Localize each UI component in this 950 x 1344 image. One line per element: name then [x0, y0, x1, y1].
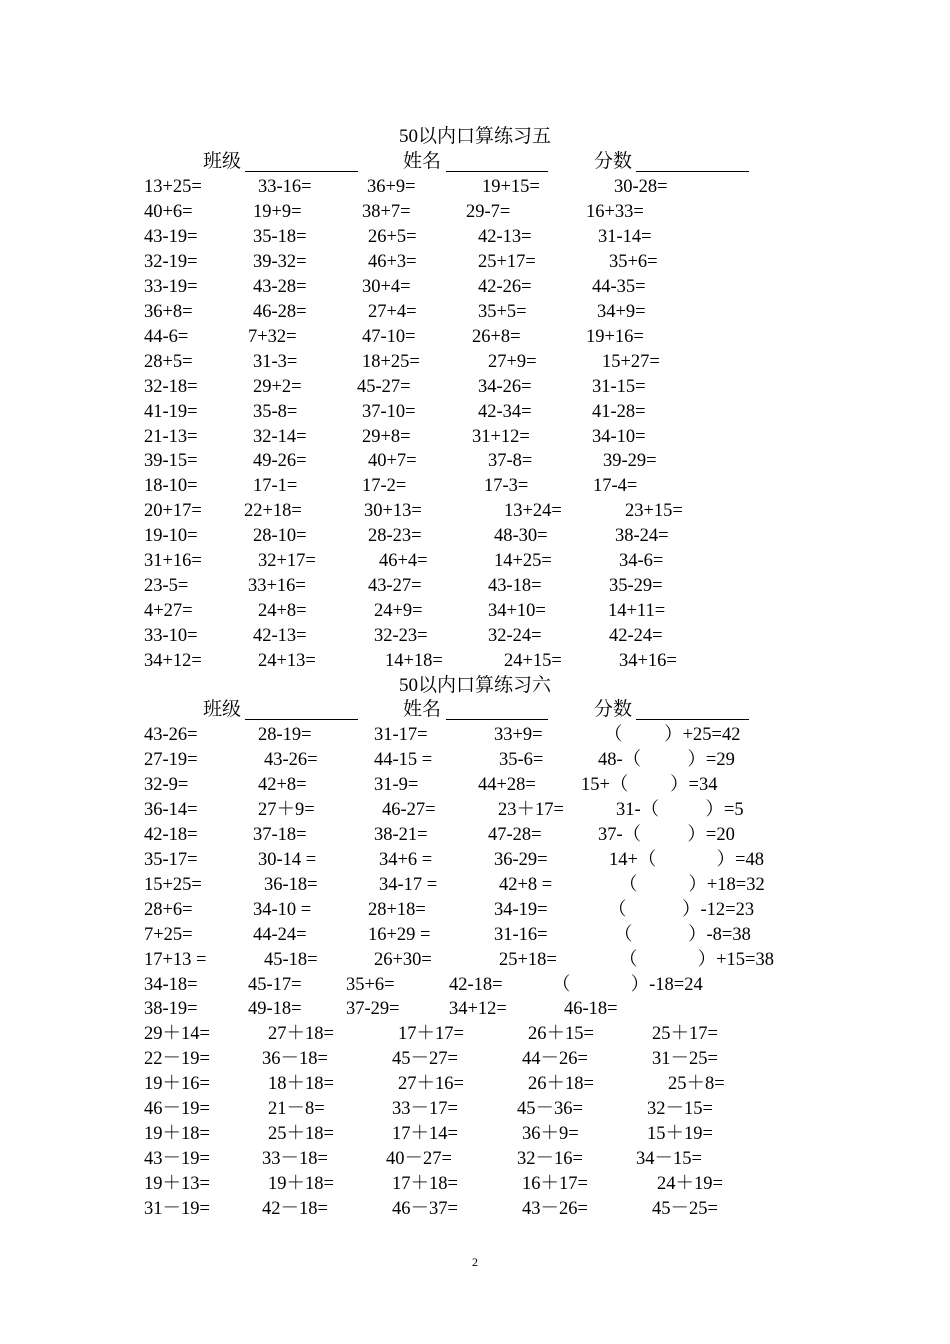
problem: 32-18=	[144, 376, 198, 397]
problem: 27＋9=	[258, 799, 315, 820]
problem: 32-23=	[374, 626, 428, 647]
problem: 24+13=	[258, 651, 316, 672]
problem: 34+9=	[597, 301, 646, 322]
problem: 22－19=	[144, 1049, 210, 1070]
problem: 36+9=	[367, 177, 416, 197]
problem: 17-3=	[484, 476, 529, 497]
problem: 42－18=	[262, 1199, 328, 1220]
problem: 18+25=	[362, 351, 420, 372]
section5-row	[0, 599, 950, 624]
problem: 46－37=	[392, 1199, 458, 1220]
problem: 45－36=	[517, 1099, 583, 1120]
problem: 13+25=	[144, 177, 202, 197]
section5-score-label: 分数	[594, 151, 633, 172]
section5-row	[0, 175, 950, 200]
problem: 14+（ ）=48	[609, 849, 764, 870]
problem: 42+8=	[258, 774, 307, 795]
problem: 14+11=	[608, 601, 666, 622]
problem: 42-13=	[478, 226, 532, 247]
problem: 28+6=	[144, 899, 193, 920]
problem: 38+7=	[362, 201, 411, 222]
problem: 26+8=	[472, 326, 521, 347]
problem: 15＋19=	[647, 1124, 713, 1145]
problem: 4+27=	[144, 601, 193, 622]
problem: 45-17=	[248, 974, 302, 995]
problem: 43-26=	[264, 749, 318, 770]
problem: 35-29=	[609, 576, 663, 597]
section6-score-blank[interactable]	[636, 719, 749, 720]
section5-row	[0, 474, 950, 499]
problem: 37-10=	[362, 401, 416, 422]
problem: 34+12=	[449, 999, 507, 1020]
section5-class-blank[interactable]	[245, 171, 358, 172]
problem: 44-24=	[253, 924, 307, 945]
problem: 17＋17=	[398, 1024, 464, 1045]
problem: 29＋14=	[144, 1024, 210, 1045]
problem: 32-19=	[144, 251, 198, 272]
problem: 19+9=	[253, 201, 302, 222]
problem: （ ）+25=42	[604, 725, 741, 745]
problem: 25+17=	[478, 251, 536, 272]
section5-row	[0, 375, 950, 400]
problem: 32-24=	[488, 626, 542, 647]
section5-row	[0, 275, 950, 300]
problem: 15+（ ）=34	[581, 774, 718, 795]
problem: 32－16=	[517, 1149, 583, 1170]
problem: 43-19=	[144, 226, 198, 247]
section6-name-label: 姓名	[403, 699, 442, 720]
problem: 34-19=	[494, 899, 548, 920]
problem: 26＋18=	[528, 1074, 594, 1095]
section6-row	[0, 1022, 950, 1047]
section5-row	[0, 350, 950, 375]
section6-row	[0, 1122, 950, 1147]
problem: 24+15=	[504, 651, 562, 672]
section5-row	[0, 300, 950, 325]
section6-row	[0, 1072, 950, 1097]
section5-row	[0, 325, 950, 350]
section5-row	[0, 574, 950, 599]
problem: 36-18=	[264, 874, 318, 895]
problem: 28-10=	[253, 526, 307, 547]
problem: 34+10=	[488, 601, 546, 622]
problem: 32-14=	[253, 426, 307, 447]
problem: 42+8 =	[499, 874, 553, 895]
problem: 27-19=	[144, 749, 198, 770]
section6-class-blank[interactable]	[245, 719, 358, 720]
section5-row	[0, 400, 950, 425]
section6-row	[0, 923, 950, 948]
problem: 35+5=	[478, 301, 527, 322]
section6-row	[0, 1097, 950, 1122]
problem: 34-18=	[144, 974, 198, 995]
problem: 46-18=	[564, 999, 618, 1020]
problem: （ ）+15=38	[619, 949, 774, 970]
problem: 43-28=	[253, 276, 307, 297]
problem: 43-18=	[488, 576, 542, 597]
problem: 31-17=	[374, 725, 428, 745]
problem: 43-27=	[368, 576, 422, 597]
problem: 16+29 =	[368, 924, 431, 945]
problem: 29+2=	[253, 376, 302, 397]
problem: 32-9=	[144, 774, 189, 795]
section6-row	[0, 848, 950, 873]
problem: 26＋15=	[528, 1024, 594, 1045]
problem: 34-17 =	[379, 874, 438, 895]
problem: 44-15 =	[374, 749, 433, 770]
problem: 44-35=	[592, 276, 646, 297]
section6-row	[0, 798, 950, 823]
problem: 27＋16=	[398, 1074, 464, 1095]
problem: 34+16=	[619, 651, 677, 672]
problem: 46-28=	[253, 301, 307, 322]
problem: 39-29=	[603, 451, 657, 472]
problem: 21-13=	[144, 426, 198, 447]
problem: 19-10=	[144, 526, 198, 547]
problem: 43－19=	[144, 1149, 210, 1170]
problem: 31-14=	[598, 226, 652, 247]
problem: 18＋18=	[268, 1074, 334, 1095]
problem: 30+4=	[362, 276, 411, 297]
problem: 26+5=	[368, 226, 417, 247]
problem: 14+25=	[494, 551, 552, 572]
problem: 7+25=	[144, 924, 193, 945]
section5-row	[0, 449, 950, 474]
problem: 16＋17=	[522, 1174, 588, 1195]
problem: 40+7=	[368, 451, 417, 472]
problem: 43－26=	[522, 1199, 588, 1220]
problem: 31+12=	[472, 426, 530, 447]
section6-row	[0, 748, 950, 773]
problem: 47-28=	[488, 824, 542, 845]
problem: 28+5=	[144, 351, 193, 372]
problem: 17＋14=	[392, 1124, 458, 1145]
problem: 36＋9=	[522, 1124, 579, 1145]
problem: 34-10=	[592, 426, 646, 447]
problem: 30-14 =	[258, 849, 317, 870]
problem: 41-28=	[592, 401, 646, 422]
problem: （ ）-12=23	[608, 899, 755, 920]
section5-row	[0, 250, 950, 275]
problem: 47-10=	[362, 326, 416, 347]
problem: 36－18=	[262, 1049, 328, 1070]
problem: 45-27=	[357, 376, 411, 397]
problem: 33-19=	[144, 276, 198, 297]
problem: 29+8=	[362, 426, 411, 447]
problem: 40+6=	[144, 201, 193, 222]
problem: 33-10=	[144, 626, 198, 647]
problem: 27+4=	[368, 301, 417, 322]
problem: 32－15=	[647, 1099, 713, 1120]
problem: 42-18=	[449, 974, 503, 995]
problem: 36+8=	[144, 301, 193, 322]
problem: 34－15=	[636, 1149, 702, 1170]
page-number: 2	[472, 1255, 478, 1269]
problem: 44－26=	[522, 1049, 588, 1070]
problem: 17＋18=	[392, 1174, 458, 1195]
problem: 25＋17=	[652, 1024, 718, 1045]
problem: 42-26=	[478, 276, 532, 297]
problem: 48-（ ）=29	[598, 749, 735, 770]
problem: 45-18=	[264, 949, 318, 970]
problem: （ ）+18=32	[619, 874, 765, 895]
problem: 35-6=	[499, 749, 544, 770]
problem: 33－18=	[262, 1149, 328, 1170]
section6-row	[0, 948, 950, 973]
problem: 49-18=	[248, 999, 302, 1020]
section5-class-label: 班级	[203, 151, 242, 172]
section6-row	[0, 898, 950, 923]
problem: 20+17=	[144, 501, 202, 522]
problem: 16+33=	[586, 201, 644, 222]
section6-score-label: 分数	[594, 699, 633, 720]
problem: 46+3=	[368, 251, 417, 272]
section6-row	[0, 723, 950, 748]
problem: （ ）-18=24	[552, 974, 703, 995]
problem: 30-28=	[614, 177, 668, 197]
problem: 19+16=	[586, 326, 644, 347]
problem: 34-6=	[619, 551, 664, 572]
section6-row	[0, 1047, 950, 1072]
problem: 19＋13=	[144, 1174, 210, 1195]
problem: 26+30=	[374, 949, 432, 970]
problem: 33-16=	[258, 177, 312, 197]
problem: 15+27=	[602, 351, 660, 372]
section6-row	[0, 1197, 950, 1222]
section6-row	[0, 773, 950, 798]
problem: 43-26=	[144, 725, 198, 745]
problem: 31-（ ）=5	[616, 799, 744, 820]
problem: 29-7=	[466, 201, 511, 222]
section5-row	[0, 200, 950, 225]
problem: 42-24=	[609, 626, 663, 647]
problem: 31-9=	[374, 774, 419, 795]
section5-row	[0, 225, 950, 250]
problem: 23＋17=	[498, 799, 564, 820]
problem: 42-18=	[144, 824, 198, 845]
problem: 44-6=	[144, 326, 189, 347]
problem: 37-8=	[488, 451, 533, 472]
section5-row	[0, 649, 950, 674]
problem: 35-18=	[253, 226, 307, 247]
problem: 38-21=	[374, 824, 428, 845]
problem: 38-19=	[144, 999, 198, 1020]
problem: 19＋16=	[144, 1074, 210, 1095]
problem: 37-（ ）=20	[598, 824, 735, 845]
problem: 24+9=	[374, 601, 423, 622]
section5-name-blank[interactable]	[446, 171, 548, 172]
problem: 31-16=	[494, 924, 548, 945]
problem: 38-24=	[615, 526, 669, 547]
problem: 21－8=	[268, 1099, 325, 1120]
problem: 33－17=	[392, 1099, 458, 1120]
problem: 30+13=	[364, 501, 422, 522]
problem: 31-3=	[253, 351, 298, 372]
section5-name-label: 姓名	[403, 151, 442, 172]
problem: 19+15=	[482, 177, 540, 197]
section5-row	[0, 624, 950, 649]
problem: 36-29=	[494, 849, 548, 870]
problem: 18-10=	[144, 476, 198, 497]
problem: 45－27=	[392, 1049, 458, 1070]
problem: 46－19=	[144, 1099, 210, 1120]
section5-score-blank[interactable]	[636, 171, 749, 172]
problem: 23+15=	[625, 501, 683, 522]
problem: 37-18=	[253, 824, 307, 845]
problem: 42-34=	[478, 401, 532, 422]
problem: 17+13 =	[144, 949, 207, 970]
problem: 33+16=	[248, 576, 306, 597]
problem: 34-10 =	[253, 899, 312, 920]
problem: 19＋18=	[144, 1124, 210, 1145]
section5-row	[0, 499, 950, 524]
section6-row	[0, 873, 950, 898]
problem: 28-23=	[368, 526, 422, 547]
problem: 46+4=	[379, 551, 428, 572]
problem: 25＋18=	[268, 1124, 334, 1145]
problem: 35+6=	[346, 974, 395, 995]
problem: 35-17=	[144, 849, 198, 870]
problem: 42-13=	[253, 626, 307, 647]
problem: 46-27=	[382, 799, 436, 820]
problem: 27+9=	[488, 351, 537, 372]
problem: 48-30=	[494, 526, 548, 547]
problem: 24＋19=	[657, 1174, 723, 1195]
problem: 28-19=	[258, 725, 312, 745]
section6-row	[0, 1147, 950, 1172]
problem: 7+32=	[248, 326, 297, 347]
problem: 32+17=	[258, 551, 316, 572]
problem: 37-29=	[346, 999, 400, 1020]
problem: 35-8=	[253, 401, 298, 422]
problem: 35+6=	[609, 251, 658, 272]
problem: 25+18=	[499, 949, 557, 970]
problem: 31－25=	[652, 1049, 718, 1070]
problem: 36-14=	[144, 799, 198, 820]
problem: 13+24=	[504, 501, 562, 522]
section6-title: 50以内口算练习六	[398, 675, 551, 696]
section5-title: 50以内口算练习五	[398, 126, 551, 147]
problem: 41-19=	[144, 401, 198, 422]
section6-row	[0, 1172, 950, 1197]
problem: 34+12=	[144, 651, 202, 672]
problem: 44+28=	[478, 774, 536, 795]
problem: 17-2=	[362, 476, 407, 497]
problem: 40－27=	[386, 1149, 452, 1170]
problem: 14+18=	[385, 651, 443, 672]
section6-row	[0, 973, 950, 998]
problem: 39-15=	[144, 451, 198, 472]
problem: 49-26=	[253, 451, 307, 472]
problem: 15+25=	[144, 874, 202, 895]
problem: 17-4=	[593, 476, 638, 497]
problem: 19＋18=	[268, 1174, 334, 1195]
problem: 28+18=	[368, 899, 426, 920]
section6-row	[0, 823, 950, 848]
problem: 31－19=	[144, 1199, 210, 1220]
problem: 25＋8=	[668, 1074, 725, 1095]
problem: 34+6 =	[379, 849, 433, 870]
section5-row	[0, 524, 950, 549]
problem: 39-32=	[253, 251, 307, 272]
problem: 27＋18=	[268, 1024, 334, 1045]
problem: 34-26=	[478, 376, 532, 397]
problem: 33+9=	[494, 725, 543, 745]
section5-row	[0, 425, 950, 450]
problem: 23-5=	[144, 576, 189, 597]
problem: 17-1=	[253, 476, 298, 497]
section6-row	[0, 997, 950, 1022]
section6-class-label: 班级	[203, 699, 242, 720]
section5-row	[0, 549, 950, 574]
problem: 24+8=	[258, 601, 307, 622]
section6-name-blank[interactable]	[446, 719, 548, 720]
problem: 31-15=	[592, 376, 646, 397]
problem: 22+18=	[244, 501, 302, 522]
problem: 31+16=	[144, 551, 202, 572]
problem: 45－25=	[652, 1199, 718, 1220]
problem: （ ）-8=38	[614, 924, 751, 945]
